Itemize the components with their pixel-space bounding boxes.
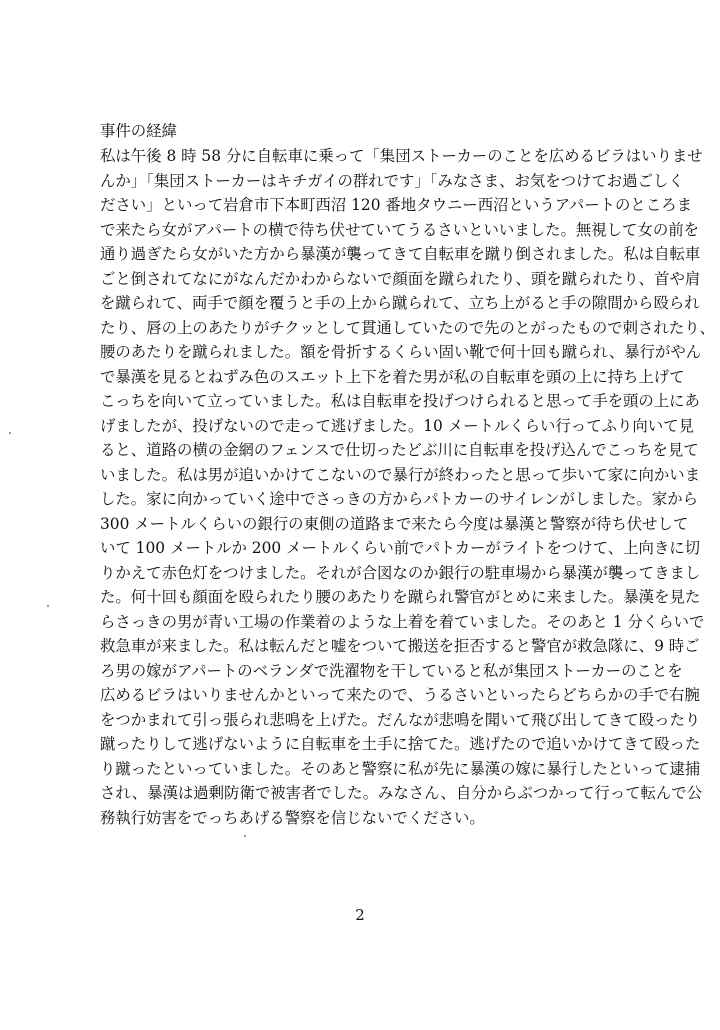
scan-speck <box>9 432 11 434</box>
section-heading: 事件の経緯 <box>100 122 177 140</box>
body-line: で来たら女がアパートの横で待ち伏せていてうるさいといいました。無視して女の前を <box>100 220 700 239</box>
body-line: ごと倒されてなにがなんだかわからないで顔面を蹴られたり、頭を蹴られたり、首や肩 <box>100 269 701 288</box>
body-line: され、暴漢は過剰防衛で被害者でした。みなさん、自分からぶつかって行って転んで公 <box>100 784 703 802</box>
body-line: 私は午後 8 時 58 分に自転車に乗って「集団ストーカーのことを広めるビラはいりませ <box>100 147 703 165</box>
body-line: を蹴られて、両手で顔を覆うと手の上から蹴られて、立ち上がると手の隙間から殴られ <box>100 294 700 312</box>
body-text <box>100 144 716 830</box>
body-line: んか」「集団ストーカーはキチガイの群れです」「みなさま、お気をつけてお過ごしく <box>100 171 684 190</box>
body-line: たり、唇の上のあたりがチクッとして貫通していたので先のとがったもので刺されたり、 <box>100 318 716 337</box>
body-line: をつかまれて引っ張られ悲鳴を上げた。だんなが悲鳴を聞いて飛び出してきて殴ったり <box>100 710 701 729</box>
body-line: 300 メートルくらいの銀行の東側の道路まで来たら今度は暴漢と警察が待ち伏せして <box>100 514 689 533</box>
body-line: 蹴ったりして逃げないように自転車を土手に捨てた。逃げたので追いかけてきて殴った <box>100 735 701 753</box>
body-line: ると、道路の横の金網のフェンスで仕切ったどぶ川に自転車を投げ込んでこっちを見て <box>100 441 699 459</box>
body-line: らさっきの男が青い工場の作業着のような上着を着ていました。そのあと 1 分くらいで <box>100 612 705 631</box>
body-line: ださい」といって岩倉市下本町西沼 120 番地タウニー西沼というアパートのところま <box>100 196 692 214</box>
scan-speck <box>47 605 49 607</box>
body-line: した。家に向かっていく途中でさっきの方からパトカーのサイレンがしました。家から <box>100 490 699 508</box>
body-line: いて 100 メートルか 200 メートルくらい前でパトカーがライトをつけて、上向きに切 <box>100 539 701 557</box>
body-line: 広めるビラはいりませんかといって来たので、うるさいといったらどちらかの手で右腕 <box>100 686 700 704</box>
body-line: りかえて赤色灯をつけました。それが合図なのか銀行の駐車場から暴漢が襲ってきまし <box>100 563 701 582</box>
body-line: 通り過ぎたら女がいた方から暴漢が襲ってきて自転車を蹴り倒されました。私は自転車 <box>100 245 701 263</box>
scan-speck <box>244 835 246 837</box>
body-line: で暴漢を見るとねずみ色のスエット上下を着た男が私の自転車を頭の上に持ち上げて <box>100 367 685 386</box>
body-line: いました。私は男が追いかけてこないので暴行が終わったと思って歩いて家に向かいま <box>100 465 701 484</box>
body-line: げましたが、投げないので走って逃げました。10 メートルくらい行ってふり向いて見 <box>100 416 694 435</box>
body-line: 救急車が来ました。私は転んだと嘘をついて搬送を拒否すると警官が救急隊に、9 時ご <box>100 637 700 655</box>
body-line: り蹴ったといっていました。そのあと警察に私が先に暴漢の嫁に暴行したといって逮捕 <box>100 759 701 778</box>
page-number: 2 <box>355 906 365 924</box>
body-line: た。何十回も顔面を殴られたり腰のあたりを蹴られ警官がとめに来ました。暴漢を見た <box>100 588 701 606</box>
body-line: こっちを向いて立っていました。私は自転車を投げつけられると思って手を頭の上にあ <box>100 392 700 410</box>
body-line: 務執行妨害をでっちあげる警察を信じないでください。 <box>100 808 485 827</box>
body-line: ろ男の嫁がアパートのベランダで洗濯物を干していると私が集団ストーカーのことを <box>100 661 683 680</box>
body-line: 腰のあたりを蹴られました。額を骨折するくらい固い靴で何十回も蹴られ、暴行がやん <box>100 343 702 361</box>
